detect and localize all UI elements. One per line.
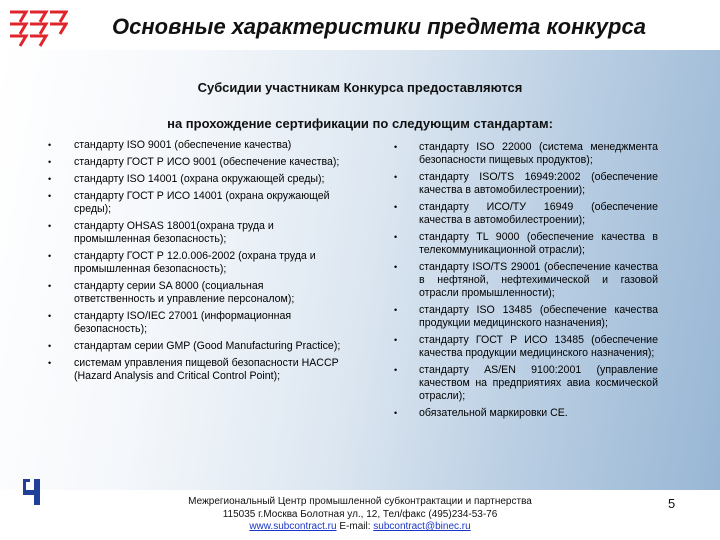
page-title: Основные характеристики предмета конкурса: [112, 14, 646, 39]
footer-contact: [130, 496, 590, 534]
website-link[interactable]: www.subcontract.ru: [249, 521, 337, 532]
corner-logo-icon: [20, 478, 42, 506]
bullet-icon: •: [48, 358, 52, 368]
bullet-icon: •: [48, 281, 52, 291]
list-item: [48, 310, 344, 336]
list-item-text: стандарту ISO 14001 (охрана окружающей среды);: [74, 173, 325, 185]
bullet-icon: •: [48, 191, 52, 201]
list-item: [48, 220, 344, 246]
list-item-text: обязательной маркировки CE.: [419, 407, 568, 419]
bullet-icon: •: [394, 142, 398, 152]
email-link[interactable]: subcontract@binec.ru: [373, 521, 471, 532]
list-item-text: стандарту ISO/TS 16949:2002 (обеспечение качества в автомобилестроении);: [419, 171, 658, 196]
list-item: [394, 201, 658, 227]
list-item: [394, 364, 658, 403]
list-item-text: стандарту TL 9000 (обеспечение качества в телекоммуникационной отрасли);: [419, 231, 658, 256]
list-item: [394, 304, 658, 330]
list-item-text: стандарту ГОСТ Р ИСО 14001 (охрана окружающей среды);: [74, 190, 330, 215]
subtitle-line-2: на прохождение сертификации по следующим стандартам:: [167, 116, 553, 131]
list-item: [48, 156, 344, 169]
list-item: [48, 190, 344, 216]
list-item-text: системам управления пищевой безопасности HACCP (Hazard Analysis and Critical Control Point);: [74, 357, 339, 382]
email-label: E-mail:: [339, 521, 371, 532]
bullet-icon: •: [394, 232, 398, 242]
list-item-text: стандарту ISO/TS 29001 (обеспечение качества в нефтяной, нефтехимической и газовой отрасли промышленности);: [419, 261, 658, 299]
list-item: [394, 231, 658, 257]
bullet-icon: •: [48, 311, 52, 321]
list-item-text: стандарту OHSAS 18001(охрана труда и промышленная безопасность);: [74, 220, 274, 245]
footer-links-line: [130, 521, 590, 534]
list-item: [394, 141, 658, 167]
header: [0, 0, 720, 50]
list-item-text: стандарту ГОСТ Р 12.0.006-2002 (охрана труда и промышленная безопасность);: [74, 250, 316, 275]
bullet-icon: •: [394, 335, 398, 345]
list-item: [48, 139, 344, 152]
page-number: 5: [668, 496, 676, 511]
footer-address: 115035 г.Москва Болотная ул., 12, Тел/факс (495)234-53-76: [222, 508, 498, 520]
left-standards-list: [48, 139, 344, 387]
list-item: [394, 334, 658, 360]
list-item: [48, 173, 344, 186]
bullet-icon: •: [394, 202, 398, 212]
list-item-text: стандарту ISO/IEC 27001 (информационная безопасность);: [74, 310, 292, 335]
subtitle-line-1: Субсидии участникам Конкурса предоставляются: [197, 80, 523, 95]
footer-organization: Межрегиональный Центр промышленной субконтрактации и партнерства: [188, 496, 532, 507]
list-item: [394, 171, 658, 197]
list-item: [48, 357, 344, 383]
bullet-icon: •: [394, 262, 398, 272]
bullet-icon: •: [48, 140, 52, 150]
list-item: [48, 250, 344, 276]
bullet-icon: •: [394, 365, 398, 375]
bullet-icon: •: [48, 251, 52, 261]
bullet-icon: •: [48, 174, 52, 184]
right-standards-list: [394, 141, 658, 424]
list-item-text: стандарту ИСО/ТУ 16949 (обеспечение качества в автомобилестроении);: [419, 201, 658, 226]
list-item-text: стандарту ISO 22000 (система менеджмента безопасности пищевых продуктов);: [419, 141, 658, 166]
list-item-text: стандарту серии SA 8000 (социальная ответственность и управление персоналом);: [74, 280, 295, 305]
list-item-text: стандарту AS/EN 9100:2001 (управление качеством на предприятиях авиа космической отрасли);: [419, 364, 658, 402]
list-item-text: стандартам серии GMP (Good Manufacturing Practice);: [74, 340, 341, 352]
list-item-text: стандарту ISO 13485 (обеспечение качества продукции медицинского назначения);: [419, 304, 658, 329]
list-item: [394, 407, 658, 420]
bullet-icon: •: [48, 157, 52, 167]
company-logo: [8, 8, 68, 48]
list-item: [48, 340, 344, 353]
bullet-icon: •: [394, 172, 398, 182]
bullet-icon: •: [394, 408, 398, 418]
list-item: [394, 261, 658, 300]
list-item-text: стандарту ГОСТ Р ИСО 13485 (обеспечение качества продукции медицинского назначения);: [419, 334, 658, 359]
bullet-icon: •: [48, 341, 52, 351]
list-item-text: стандарту ГОСТ Р ИСО 9001 (обеспечение качества);: [74, 156, 340, 168]
list-item: [48, 280, 344, 306]
list-item-text: стандарту ISO 9001 (обеспечение качества): [74, 139, 292, 151]
bullet-icon: •: [48, 221, 52, 231]
bullet-icon: •: [394, 305, 398, 315]
